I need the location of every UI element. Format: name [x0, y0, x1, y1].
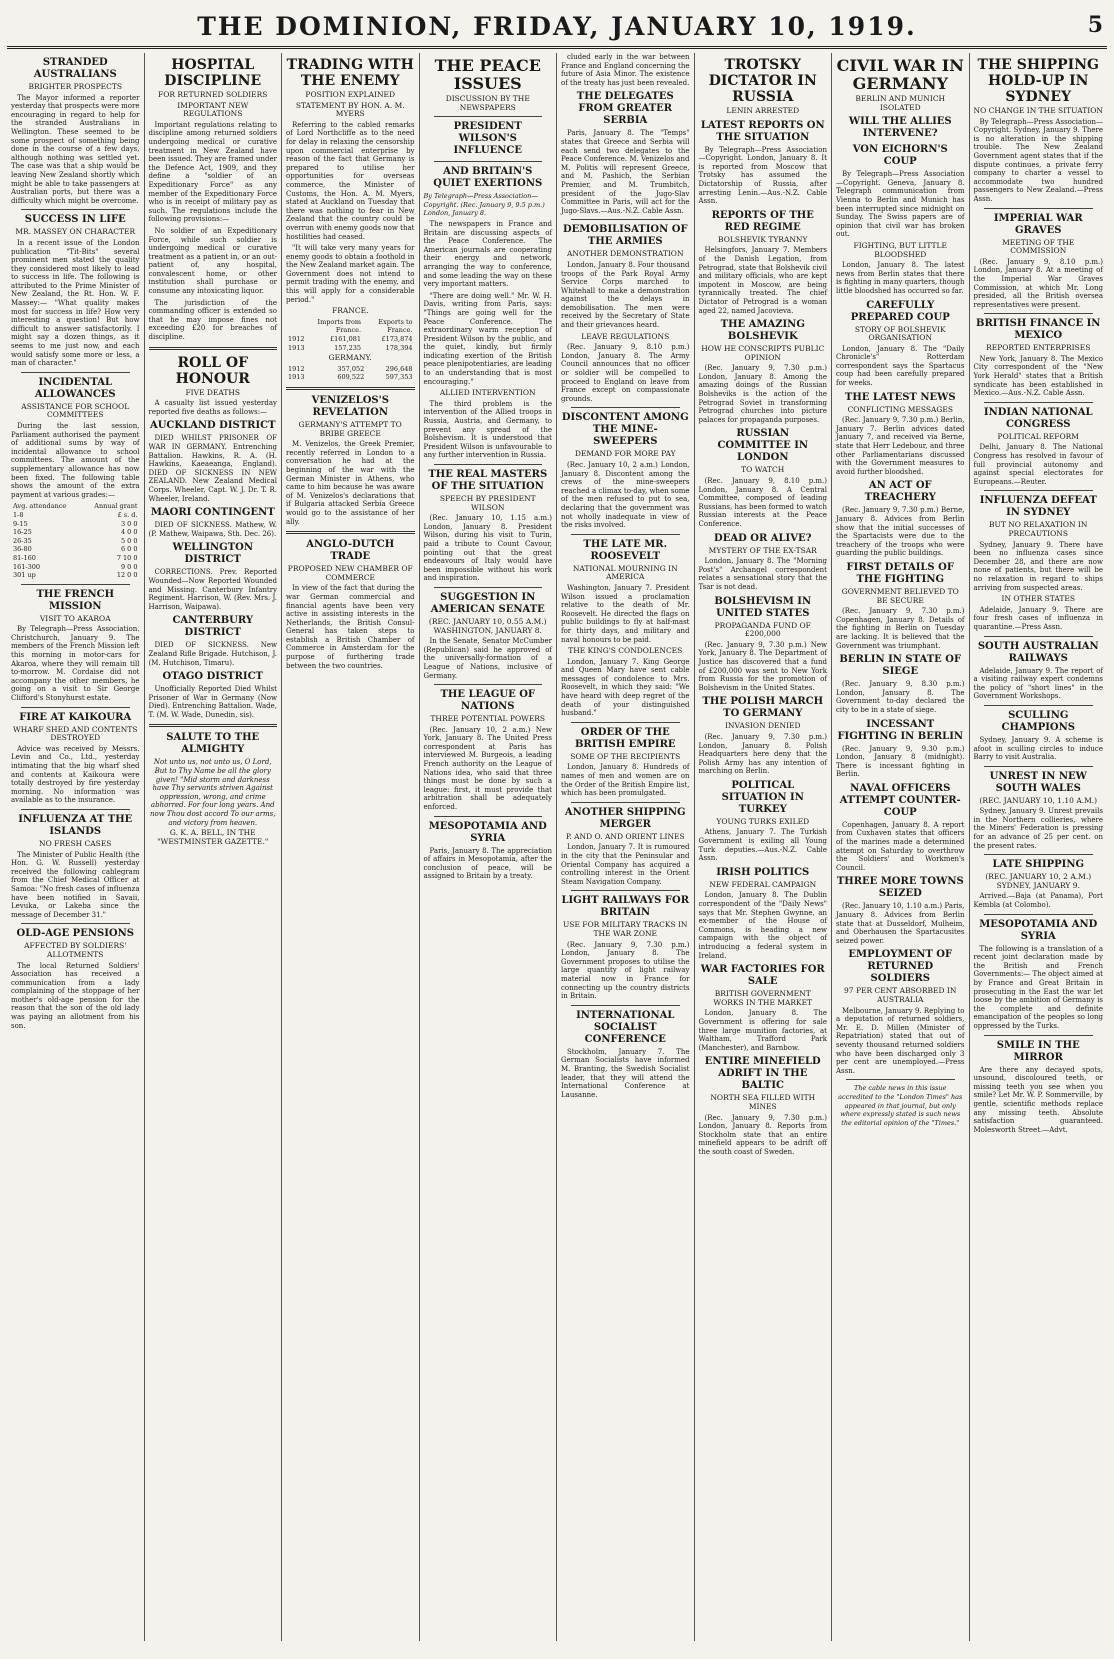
article-text: A casualty list issued yesterday reported five deaths as follows:— — [148, 399, 277, 416]
subhead: ASSISTANCE FOR SCHOOL COMMITTEES — [21, 401, 130, 420]
headline: MESOPOTAMIA AND SYRIA — [979, 918, 1098, 942]
article-text: No soldier of an Expeditionary Force, while such soldier is undergoing medical or curative treatment as a patient in, or an out-patient of, any hospital, convalescent home, or other institution shall purchase or consume any intoxicating liquor. — [148, 226, 277, 296]
section-head: CANTERBURY DISTRICT — [172, 615, 254, 639]
headline: SALUTE TO THE ALMIGHTY — [166, 732, 260, 756]
article-text: During the last session, Parliament authorised the payment of additional sums by way of incidental allowance to school committees. The amount of the supplementary allowance has now been fixed. The following table shows the amount of the extra payment at various grades:— — [11, 422, 140, 499]
subhead: PROPAGANDA FUND OF £200,000 — [714, 620, 811, 639]
table-row — [11, 571, 140, 580]
section-head: FIGHTING, BUT LITTLE BLOODSHED — [853, 240, 947, 259]
article-text: Adelaide, January 9. There are four fresh cases of influenza in quarantine.—Press Assn. — [973, 605, 1103, 631]
table-cell: 357,052 — [337, 364, 365, 373]
headline: EMPLOYMENT OF RETURNED SOLDIERS — [848, 949, 953, 985]
table-cell: 4 0 0 — [120, 528, 138, 537]
columns — [7, 53, 1107, 1641]
table-title: FRANCE. — [332, 306, 369, 316]
headline: TROTSKY DICTATOR IN RUSSIA — [708, 57, 817, 105]
headline: SCULLING CHAMPIONS — [1001, 709, 1075, 733]
headline: LIGHT RAILWAYS FOR BRITAIN — [561, 895, 690, 919]
divider — [21, 809, 130, 810]
column-8 — [970, 53, 1108, 1641]
subhead: SPEECH BY PRESIDENT WILSON — [439, 494, 536, 512]
article-text: Paris, January 8. The "Temps" states that Greece and Serbia will each send two delegates to the Peace Conference. M. Venizelos and M. Politis will represent Greece, and M. Pashich, the Serbian Premier, and M. Trumbitch, president of the Jugo-Slav Committee in Paris, will act for the Jugo-Slavs.—Aus.-N.Z. Cable Assn. — [561, 129, 690, 215]
subhead: NATIONAL MOURNING IN AMERICA — [572, 563, 678, 582]
table-cell: 9-15 — [13, 519, 28, 528]
table-row — [11, 511, 140, 520]
subhead: LENIN ARRESTED — [726, 106, 800, 115]
headline: BRITISH FINANCE IN MEXICO — [976, 318, 1101, 342]
table-row — [11, 502, 140, 511]
headline: CAREFULLY PREPARED COUP — [850, 299, 950, 323]
subhead: DISCUSSION BY THE NEWSPAPERS — [445, 94, 530, 112]
article-text: DIED OF SICKNESS. Mathew, W. (P. Mathew, Waipawa, Sth. Dec. 26). — [148, 521, 277, 538]
article-text: Sydney, January 9. There have been no influenza cases since December 28, and there are now none of patients, but there will be no relaxation in regard to ships arriving from suspected areas. — [973, 540, 1103, 592]
article-text: DIED WHILST PRISONER OF WAR IN GERMANY. Entrenching Battalion. Hawkins, R. A. (H. Hawkins, Kaeaeanga, England). DIED OF SICKNESS IN NEW ZEALAND. New Zealand Medical Corps. Wheeler, Capt. W. J. Dr. T. R. Wheeler, Ireland. — [148, 434, 277, 503]
subhead: ANOTHER DEMONSTRATION — [566, 249, 684, 259]
subhead: MYSTERY OF THE EX-TSAR — [708, 545, 817, 555]
subhead: MEETING OF THE COMMISSION — [1002, 237, 1075, 256]
headline: VON EICHORN'S COUP — [852, 144, 948, 168]
headline: UNREST IN NEW SOUTH WALES — [989, 770, 1087, 794]
subhead: MR. MASSEY ON CHARACTER — [15, 227, 136, 237]
divider — [21, 209, 130, 210]
headline: WILL THE ALLIES INTERVENE? — [848, 116, 952, 140]
subhead: BRIGHTER PROSPECTS — [28, 82, 123, 91]
column-7 — [832, 53, 970, 1641]
headline: AN ACT OF TREACHERY — [864, 480, 936, 504]
article-text: Copenhagen, January 8. A report from Cuxhaven states that officers of the marines made a determined attempt on Saturday to overthrow the Soldiers' and Workmen's Council. — [836, 820, 965, 872]
headline: THE AMAZING BOLSHEVIK — [720, 319, 805, 343]
headline: TRADING WITH THE ENEMY — [286, 57, 414, 89]
divider — [434, 684, 543, 685]
subhead: (REC. JANUARY 10, 1.10 A.M.) — [979, 795, 1098, 805]
article-text: Washington, January 7. President Wilson issued a proclamation relative to the death of Mr. Roosevelt. He directed the flags on public buildings to fly at half-mast for thirty days, and military and naval honours to be paid. — [561, 583, 690, 644]
article-text: (Rec. January 9, 7.30 p.m.) Berlin, January 7. Berlin advices dated January 7, and received via Berne, state that Herr Ledebour, and three other Parliamentarians discussed with the Government measures to avoid further bloodshed. — [836, 416, 965, 476]
article-text: (Rec. January 9, 7.30 p.m.) New York, January 8. The Department of Justice has discovered that a fund of £200,000 was sent to New York from Russia for the promotion of Bolshevism in the United States. — [698, 640, 827, 692]
headline: OLD-AGE PENSIONS — [16, 928, 134, 940]
poem-signature: G. K. A. BELL, IN THE "WESTMINSTER GAZETTE." — [157, 828, 269, 846]
divider — [21, 707, 130, 708]
byline: By Telegraph—Press Association—Copyright. (Rec. January 9, 9.5 p.m.) London, January 8. — [423, 192, 545, 218]
article-text: Important regulations relating to discipline among returned soldiers undergoing medical or curative treatment in New Zealand have been issued. They are framed under the Defence Act, 1909, and they define a "soldier of an Expeditionary Force" as any member of the Expeditionary Force who is in receipt of military pay as such. The regulations include the following provisions:— — [148, 120, 277, 224]
divider — [21, 372, 130, 373]
headline: CIVIL WAR IN GERMANY — [836, 56, 964, 93]
article-text: By Telegraph—Press Association—Copyright. Sydney, January 9. There is no alteration in the shipping trouble. The New Zealand Government agent states that if the dispute continues, a private ferry company to charter a vessel to accommodate two hundred passengers to New Zealand.—Press Assn. — [973, 117, 1103, 203]
table-cell: 16-25 — [13, 528, 32, 537]
subhead: CONFLICTING MESSAGES — [847, 404, 954, 414]
table-header — [286, 318, 307, 335]
headline: INCESSANT FIGHTING IN BERLIN — [837, 718, 964, 742]
column-2 — [145, 53, 283, 1641]
divider — [434, 816, 543, 817]
table-cell: 161-300 — [13, 562, 41, 571]
article-text: Sydney, January 9. Unrest prevails in the Northern collieries, where the Miners' Federation is pressing for an advance of 25 per cent. on the present rates. — [973, 807, 1103, 850]
subhead: NO FRESH CASES — [39, 838, 112, 848]
headline: THE LATEST NEWS — [844, 391, 956, 403]
subhead: AFFECTED BY SOLDIERS' ALLOTMENTS — [24, 941, 127, 959]
headline: THREE MORE TOWNS SEIZED — [836, 876, 964, 900]
headline: VENIZELOS'S REVELATION — [311, 395, 389, 418]
allowance-table — [11, 502, 140, 579]
article-text: The newspapers in France and Britain are discussing aspects of the Peace Conference. The American journals are cooperating their energy and network, arranging the way to conference, and some leading the way on these very important matters. — [423, 219, 552, 289]
article-text: (Rec. January 9, 8.10 p.m.) London, January 8. The Army Council announces that no officer or soldier will be compelled to proceed to England on leave from France except on compassionate grounds. — [561, 343, 690, 403]
subhead: THREE POTENTIAL POWERS — [430, 714, 546, 724]
table-cell: 7 10 0 — [116, 553, 138, 562]
headline: STRANDED AUSTRALIANS — [33, 57, 117, 80]
article-text: Athens, January 7. The Turkish Government is exiling all Young Turk deputies.—Aus.-N.Z. Cable Assn. — [698, 828, 827, 863]
divider — [149, 724, 278, 727]
divider — [21, 923, 130, 924]
headline: LATEST REPORTS ON THE SITUATION — [700, 119, 825, 143]
table-header: Imports from France. — [317, 317, 362, 335]
headline: THE SHIPPING HOLD-UP IN SYDNEY — [977, 57, 1099, 105]
table-cell: 178,394 — [385, 343, 413, 352]
subhead: DEMAND FOR MORE PAY — [574, 449, 676, 459]
article-text: London, January 8. The Government is offering for sale three large munition factories, at Waltham, Trafford Park (Manchester), and Barnbow. — [698, 1009, 827, 1052]
divider — [984, 705, 1094, 706]
divider — [571, 219, 680, 220]
newspaper-page — [7, 6, 1107, 1646]
article-text: London, January 7. It is rumoured in the city that the Peninsular and Oriental Company has acquired a controlling interest in the Orient Steam Navigation Company. — [561, 843, 690, 886]
article-text: Paris, January 8. The appreciation of affairs in Mesopotamia, after the conclusion of peace, will be assigned to Britain by a treaty. — [423, 846, 552, 881]
divider — [984, 490, 1094, 491]
subhead: PROPOSED NEW CHAMBER OF COMMERCE — [287, 564, 413, 582]
article-text: (Rec. January 9, 9.30 p.m.) London, January 8 (midnight). There is incessant fighting in Berlin. — [836, 744, 965, 779]
article-text: Stockholm, January 7. The German Socialists have informed M. Branting, the Swedish Socialist leader, that they will attend the International Conference at Lausanne. — [561, 1047, 690, 1099]
column-5 — [557, 53, 695, 1641]
subhead: (REC. JANUARY 10, 2 A.M.) SYDNEY, JANUARY 9. — [985, 872, 1092, 890]
divider — [286, 531, 415, 534]
table-cell: 1912 — [288, 335, 305, 344]
subhead: REPORTED ENTERPRISES — [986, 343, 1091, 353]
table-title: GERMANY. — [328, 353, 372, 363]
table-header: Exports to France. — [378, 317, 413, 335]
section-head: IN OTHER STATES — [1001, 594, 1075, 604]
column-6 — [695, 53, 833, 1641]
article-text: In view of the fact that during the war German commercial and financial agents have been very active in assisting interests in the Netherlands, the British Consul-General has taken steps to establish a British Chamber of Commerce in Amsterdam for the purpose of furthering trade between the two countries. — [286, 584, 415, 670]
divider — [571, 802, 680, 803]
headline: PRESIDENT WILSON'S INFLUENCE — [453, 121, 522, 157]
masthead — [7, 6, 1107, 49]
divider — [571, 407, 680, 408]
subhead: TO WATCH — [741, 465, 785, 475]
table-cell: 157,235 — [334, 343, 362, 352]
subhead: USE FOR MILITARY TRACKS IN THE WAR ZONE — [562, 920, 688, 938]
subhead: IMPORTANT NEW REGULATIONS — [177, 100, 249, 119]
table-cell: 1913 — [288, 343, 305, 352]
table-cell: £ s. d. — [117, 510, 138, 519]
headline: THE PEACE ISSUES — [434, 56, 541, 93]
table-row — [11, 537, 140, 546]
table-cell: Avg. attendance — [13, 502, 67, 511]
headline: INTERNATIONAL SOCIALIST CONFERENCE — [576, 1009, 675, 1045]
trade-table-france — [286, 318, 415, 352]
headline: BOLSHEVISM IN UNITED STATES — [714, 595, 812, 619]
headline: SOUTH AUSTRALIAN RAILWAYS — [977, 640, 1099, 664]
table-cell: 9 0 0 — [120, 562, 138, 571]
article-text: (Rec. January 10, 2 a.m.) New York, January 8. The United Press correspondent at Paris has interviewed M. Burgeois, a leading French authority on the League of Nations idea, who said that three things must be done by such a league: first, it must provide that arbitration shall be adequately enforced. — [423, 725, 552, 812]
divider — [984, 402, 1094, 403]
headline: INCIDENTAL ALLOWANCES — [34, 376, 116, 400]
table-cell: 3 0 0 — [120, 519, 138, 528]
article-text: (Rec. January 9, 8.10 p.m.) London, January 8. A Central Committee, composed of leading Russians, has been formed to watch Russian interests at the Peace Conference. — [698, 477, 827, 528]
divider — [434, 116, 543, 117]
article-text: M. Venizelos, the Greek Premier, recently referred in London to a conversation he had at the beginning of the war with the German Minister in Athens, who came to him because he was aware of M. Venizelos's declarations that if Bulgaria attacked Serbia Greece would go to the assistance of her ally. — [286, 440, 415, 526]
table-row — [286, 335, 415, 344]
table-cell: 1-8 — [13, 510, 24, 519]
headline: INFLUENZA AT THE ISLANDS — [18, 813, 133, 837]
headline: ENTIRE MINEFIELD ADRIFT IN THE BALTIC — [704, 1056, 821, 1092]
table-cell: Annual grant — [94, 502, 138, 511]
subhead: FOR RETURNED SOLDIERS — [158, 90, 268, 99]
subhead: INVASION DENIED — [724, 721, 801, 731]
subhead: POSITION EXPLAINED — [305, 90, 396, 99]
headline: REPORTS OF THE RED REGIME — [711, 209, 814, 233]
table-cell: 301 up — [13, 571, 36, 580]
subhead: VISIT TO AKAROA — [39, 613, 111, 623]
headline: NAVAL OFFICERS ATTEMPT COUNTER-COUP — [839, 782, 961, 818]
headline: BERLIN IN STATE OF SIEGE — [839, 654, 962, 678]
article-text: Referring to the cabled remarks of Lord Northcliffe as to the need for delay in relaxing the censorship upon commercial enterprise by reason of the fact that Germany is prepared to utilise her opportunities for overseas commerce, the Minister of Customs, the Hon. A. M. Myers, stated at Auckland on Tuesday that there was nothing to fear in New Zealand that the country could be overrun with enemy goods now that hostilities had ceased. — [286, 120, 415, 241]
headline: SUGGESTION IN AMERICAN SENATE — [430, 591, 545, 615]
subhead: BRITISH GOVERNMENT WORKS IN THE MARKET — [713, 989, 813, 1007]
table-row — [11, 520, 140, 529]
article-text: (Rec. January 10, 2 a.m.) London, January 8. Discontent among the crews of the mine-sweepers reached a climax to-day, when some of the men refused to put to sea, declaring that the government was not wholly inadequate in view of the risks involved. — [561, 461, 690, 530]
subhead: BUT NO RELAXATION IN PRECAUTIONS — [989, 520, 1088, 538]
section-head: ALLIED INTERVENTION — [439, 388, 536, 398]
article-text: By Telegraph—Press Association—Copyright. London, January 8. It is reported from Moscow that Trotsky has assumed the Dictatorship of Russia, after arresting Lenin.—Aus.-N.Z. Cable Assn. — [698, 145, 827, 206]
subhead: NORTH SEA FILLED WITH MINES — [710, 1093, 816, 1111]
subhead: HOW HE CONSCRIPTS PUBLIC OPINION — [701, 344, 825, 362]
divider — [984, 313, 1094, 314]
subhead: NO CHANGE IN THE SITUATION — [973, 106, 1103, 115]
article-text: (Rec. January 9, 7.30 p.m.) Copenhagen, January 8. Details of the fighting in Berlin on Tuesday are lacking. It is believed that the Government was triumphant. — [836, 607, 965, 650]
subhead: WHARF SHED AND CONTENTS DESTROYED — [13, 724, 138, 743]
divider — [434, 161, 543, 162]
headline: INFLUENZA DEFEAT IN SYDNEY — [979, 495, 1097, 519]
article-text: London, January 7. King George and Queen Mary have sent cable messages of condolence to Mrs. Roosevelt, in which they said: "We have heard with deep regret of the death of your distinguished husband." — [561, 657, 690, 718]
article-text: London, January 8. The Dublin correspondent of the "Daily News" says that Mr. Stephen Gwynne, an ex-member of the House of Commons, is heading a new campaign with the object of introducing a federal system in Ireland. — [698, 891, 827, 960]
article-text: The Minister of Public Health (the Hon. G. W. Russell) yesterday received the following cablegram from the Chief Medical Officer at Samoa: "No fresh cases of influenza have been notified in Savaii, Levuka, or Lakeba since the message of December 31." — [11, 850, 140, 919]
headline: RUSSIAN COMMITTEE IN LONDON — [717, 428, 809, 464]
divider — [434, 464, 543, 465]
article-text: (Rec. January 9, 8.30 p.m.) London, January 8. The Government to-day declared the city to be in a state of siege. — [836, 680, 965, 714]
subhead: BOLSHEVIK TYRANNY — [718, 234, 808, 244]
article-text: New York, January 8. The Mexico City correspondent of the "New York Herald" states that a British syndicate has been established in Mexico.—Aus.-N.Z. Cable Assn. — [973, 354, 1103, 398]
article-text: Sydney, January 9. A scheme is afoot in sculling circles to induce Barry to visit Australia. — [973, 735, 1103, 762]
article-text: The local Returned Soldiers' Association has received a communication from a lady complaining of the stoppage of her mother's old-age pension for the reason that the son of the old lady was paying an allotment from his son. — [11, 961, 140, 1030]
article-text: Advice was received by Messrs. Levin and Co., Ltd., yesterday intimating that the big wharf shed and contents at Kaikoura were totally destroyed by fire yesterday morning. No information was available as to the insurance. — [11, 744, 140, 805]
table-row — [11, 545, 140, 554]
table-cell: 36-80 — [13, 545, 32, 554]
subhead: BERLIN AND MUNICH ISOLATED — [855, 94, 946, 112]
section-head: MAORI CONTINGENT — [150, 507, 275, 519]
article-text: (Rec. January 10, 1.15 a.m.) London, January 8. President Wilson, during his visit to Turin, paid a tribute to Count Cavour, pointing out that the great endeavours of Italy would have been impossible without his work and inspiration. — [423, 514, 552, 583]
section-head: LEAVE REGULATIONS — [581, 331, 670, 341]
table-cell: 597,353 — [385, 373, 413, 382]
headline: THE POLISH MARCH TO GERMANY — [702, 696, 824, 720]
headline: IMPERIAL WAR GRAVES — [993, 212, 1083, 236]
subhead: SOME OF THE RECIPIENTS — [570, 751, 681, 761]
divider — [846, 1079, 955, 1080]
article-text: (Rec. January 9, 7.30 p.m.) London, January 8. The Government proposes to utilise the large quantity of light railway material now in France for connecting up the country districts in Britain. — [561, 940, 690, 1001]
divider — [571, 722, 680, 723]
article-text: The Mayor informed a reporter yesterday that prospects were more encouraging in regard to help for the stranded Australians in Wellington. These seemed to be some prospect of something being done in the course of a few days, although nothing was settled yet. The case was that a ship would be leaving New Zealand shortly which might be able to take passengers at Australian ports, but there was a difficulty which might be overcome. — [11, 93, 140, 205]
section-head: WELLINGTON DISTRICT — [172, 542, 254, 566]
divider — [984, 914, 1094, 915]
table-cell: 5 0 0 — [120, 536, 138, 545]
headline: HOSPITAL DISCIPLINE — [164, 57, 262, 89]
section-head: OTAGO DISTRICT — [162, 671, 263, 683]
subhead: YOUNG TURKS EXILED — [716, 816, 810, 826]
headline: THE REAL MASTERS OF THE SITUATION — [428, 469, 548, 492]
table-row — [286, 318, 415, 335]
divider — [984, 636, 1094, 637]
headline: THE DELEGATES FROM GREATER SERBIA — [576, 91, 674, 127]
table-cell: 81-160 — [13, 553, 36, 562]
divider — [984, 766, 1094, 767]
article-text: (Rec. January 10, 1.10 a.m.) Paris, January 8. Advices from Berlin state that at Dusseldorf, Mulheim, and Oberhausen the Spartacusites seized power. — [836, 902, 965, 945]
article-text: The jurisdiction of the commanding officer is extended so that he may impose fines not exceeding £20 for breaches of discipline. — [148, 298, 277, 342]
article-text: (Rec. January 9, 7.30 p.m.) Berne, January 8. Advices from Berlin show that the initial successes of the Spartacists were due to the treachery of the troops who were guarding the public buildings. — [836, 506, 965, 558]
article-text: Melbourne, January 9. Replying to a deputation of returned soldiers, Mr. E. D. Millen (Minister of Repatriation) stated that out of seventy thousand returned soldiers who have been discharged only 3 per cent are unemployed.—Press Assn. — [836, 1006, 965, 1075]
subhead: STATEMENT BY HON. A. M. MYERS — [295, 100, 405, 119]
poem-text: Not unto us, not unto us, O Lord, But to Thy Name be all the glory given! "Mid storm and darkness have Thy servants striven Against oppression, wrong, and crime abhorred. For four long years. And now Thou dost accord To our arms, and victory from heaven. — [149, 758, 276, 827]
table-row — [11, 554, 140, 563]
table-cell: £161,081 — [330, 335, 362, 344]
headline: ROLL OF HONOUR — [175, 354, 250, 387]
article-text: Delhi, January 8. The National Congress has resolved in favour of full provincial autonomy and against special electorates for Europeans.—Reuter. — [973, 443, 1103, 486]
article-text: cluded early in the war between France and England concerning the future of Asia Minor. The existence of the treaty has just been revealed. — [561, 53, 690, 87]
headline: LATE SHIPPING — [992, 859, 1085, 871]
headline: FIRE AT KAIKOURA — [19, 711, 132, 723]
article-text: London, January 8. The latest news from Berlin states that there is fighting in many quarters, though little bloodshed has occurred so far. — [836, 261, 965, 295]
headline: SUCCESS IN LIFE — [24, 214, 126, 226]
divider — [984, 208, 1094, 209]
article-text: Helsingfors, January 7. Members of the Danish Legation, from Petrograd, state that Bolshevik civil and military officials, who are kept impotent in Moscow, are being tyrannically treated. The chief Dictator of Petrograd is a woman aged 22, named Jacovieva. — [698, 246, 827, 315]
section-head: THE KING'S CONDOLENCES — [568, 646, 683, 656]
divider — [149, 347, 278, 350]
table-row — [286, 373, 415, 382]
article-text: London, January 8. The "Morning Post's" Archangel correspondent relates a sensational story that the Tsar is not dead. — [698, 557, 827, 591]
article-text: (Rec. January 9, 7.30 p.m.) London, January 8. Among the amazing doings of the Russian Bolsheviks is the action of the Petrograd Soviet in transforming Petrograd churches into picture palaces for propaganda purposes. — [698, 364, 827, 424]
subhead: (REC. JANUARY 10, 0.55 A.M.) WASHINGTON, JANUARY 8. — [428, 616, 547, 635]
column-3 — [282, 53, 420, 1641]
column-4 — [420, 53, 558, 1641]
divider — [286, 387, 415, 390]
article-text: London, January 8. Hundreds of names of men and women are on the Order of the British Empire list, which has been promulgated. — [561, 763, 690, 798]
article-text: The following is a translation of a recent joint declaration made by the British and French Governments:— The object aimed at by France and Great Britain in prosecuting in the East the war let loose by the ambition of Germany is the complete and definite emancipation of the peoples so long oppressed by the Turks. — [973, 944, 1103, 1030]
subhead: NEW FEDERAL CAMPAIGN — [709, 879, 817, 889]
article-text: In a recent issue of the London publication "Tit-Bits" several prominent men stated the quality they considered most likely to lead to success in life. The following is attributed to the Prime Minister of New Zealand, the Rt. Hon. W. F. Massey:— "What quality makes most for success in life? How very interesting a question! But how difficult to answer satisfactorily. I might say a dozen things, as it seems to me just now, and each would satisfy some more or less, a man of character." — [11, 238, 140, 368]
headline: THE LATE MR. ROOSEVELT — [583, 538, 668, 562]
divider — [571, 1005, 680, 1006]
article-text: (Rec. January 9, 7.30 p.m.) London, January 8. Polish Headquarters here deny that the Polish Army has any intention of marching on Berlin. — [698, 732, 827, 776]
article-text: Unofficially Reported Died Whilst Prisoner of War in Germany (Now Died). Entrenching Battalion. Wade, T. (M. W. Wade, Dunedin, sis). — [148, 685, 277, 719]
headline: AND BRITAIN'S QUIET EXERTIONS — [433, 166, 543, 190]
table-cell: 1913 — [288, 373, 305, 382]
masthead-title: THE DOMINION, FRIDAY, JANUARY 10, 1919. — [197, 11, 917, 41]
article-text: (Rec. January 9, 8.10 p.m.) London, January 8. At a meeting of the Imperial War Graves Commission, at which Mr. Long presided, all the British oversea representatives were present. — [973, 257, 1103, 309]
headline: THE LEAGUE OF NATIONS — [440, 689, 536, 713]
subhead: FIVE DEATHS — [185, 387, 241, 397]
table-cell: 609,522 — [337, 373, 365, 382]
article-text: Arrived.—Baja (at Panama), Port Kembla (at Colombo). — [973, 892, 1103, 910]
article-text: London, January 8. Four thousand troops of the Park Royal Army Service Corps marched to Whitehall to make a demonstration against the delays in demobilisation. The men were received by the Secretary of State and their grievances heard. — [561, 260, 690, 330]
table-cell: 12 0 0 — [116, 571, 138, 580]
headline: POLITICAL SITUATION IN TURKEY — [721, 779, 804, 815]
headline: ANGLO-DUTCH TRADE — [306, 539, 395, 563]
headline: MESOPOTAMIA AND SYRIA — [428, 820, 547, 844]
article-text: In the Senate, Senator McCumber (Republican) said he approved of the universally-formation of a League of Nations, inclusive of Germany. — [423, 637, 552, 680]
divider — [571, 534, 680, 535]
table-row — [11, 563, 140, 572]
table-cell: 26-35 — [13, 536, 32, 545]
subhead: P. AND O. AND ORIENT LINES — [565, 831, 685, 841]
divider — [434, 587, 543, 588]
subhead: GOVERNMENT BELIEVED TO BE SECURE — [841, 586, 959, 605]
headline: DISCONTENT AMONG THE MINE-SWEEPERS — [561, 412, 689, 448]
section-head: AUCKLAND DISTRICT — [149, 420, 276, 432]
headline: THE FRENCH MISSION — [36, 588, 115, 612]
subhead: 97 PER CENT ABSORBED IN AUSTRALIA — [844, 986, 957, 1004]
headline: INDIAN NATIONAL CONGRESS — [983, 406, 1093, 430]
headline: IRISH POLITICS — [716, 866, 810, 878]
table-row — [286, 344, 415, 353]
column-1 — [7, 53, 145, 1641]
article-text: CORRECTIONS. Prev. Reported Wounded—Now Reported Wounded and Missing. Canterbury Infantry Regiment. Harrison, W. (Rev. Mrs. J. Harrison, Waipawa). — [148, 568, 277, 611]
table-cell: 1912 — [288, 364, 305, 373]
headline: WAR FACTORIES FOR SALE — [700, 964, 825, 988]
divider — [984, 854, 1094, 855]
table-row — [11, 528, 140, 537]
article-text: London, January 8. The "Daily Chronicle's" Rotterdam correspondent says the Spartacus coup had been carefully prepared for weeks. — [836, 344, 965, 388]
trade-table-germany — [286, 365, 415, 382]
article-text: The third problem is the intervention of the Allied troops in Russia, Austria, and Germany, to prevent any spread of the Bolshevism. It is understood that President Wilson is unfavourable to any further intervention in Russia. — [423, 399, 552, 460]
article-text: "There are doing well." Mr. W. H. Davis, writing from Paris, says: "Things are going well for the Peace Conference. The extraordinary warm reception of President Wilson by the public, and the quiet, kindly, but firmly indicating exertion of the British peace plenipotentiaries, are leading to an understanding that is most encouraging." — [423, 291, 552, 386]
divider — [984, 1035, 1094, 1036]
article-text: (Rec. January 9, 7.30 p.m.) London, January 8. Reports from Stockholm state that an entire minefield appears to be adrift off the south coast of Sweden. — [698, 1113, 827, 1156]
cable-news-notice: The cable news in this issue accredited to the "London Times" has appeared in that journal, but only where expressly stated is such news the editorial opinion of the "Times." — [838, 1084, 963, 1127]
subhead: POLITICAL REFORM — [997, 431, 1079, 441]
headline: DEMOBILISATION OF THE ARMIES — [562, 224, 688, 248]
table-cell: 296,648 — [385, 364, 413, 373]
headline: ANOTHER SHIPPING MERGER — [564, 806, 686, 830]
headline: DEAD OR ALIVE? — [714, 532, 812, 544]
subhead: GERMANY'S ATTEMPT TO BRIBE GREECE — [298, 420, 402, 438]
table-cell: 6 0 0 — [120, 545, 138, 554]
article-text: By Telegraph—Press Association—Copyright. Geneva, January 8. Telegraph communication from Vienna to Berlin and Munich has been interrupted since midnight on Sunday. The Swiss papers are of opinion that civil war has broken out. — [836, 170, 965, 239]
headline: ORDER OF THE BRITISH EMPIRE — [574, 726, 676, 750]
article-text: DIED OF SICKNESS. New Zealand Rifle Brigade. Hutchison, J. (M. Hutchison, Timaru). — [148, 641, 277, 667]
table-cell: £173,874 — [381, 335, 413, 344]
subhead: STORY OF BOLSHEVIK ORGANISATION — [854, 324, 946, 343]
page-number: 5 — [1087, 12, 1103, 38]
table-row — [286, 365, 415, 374]
headline: SMILE IN THE MIRROR — [996, 1039, 1080, 1063]
article-text: Adelaide, January 9. The report of a visiting railway expert condemns the policy of "short lines" in the Government Workshops. — [973, 666, 1103, 701]
divider — [21, 584, 130, 585]
advertisement-text: Are there any decayed spots, unsound, discoloured teeth, or missing teeth you see when you smile? Let Mr. W. P. Sommerville, by gentle, scientific methods replace any missing teeth. Absolute satisfaction guaranteed. Molesworth Street.—Advt. — [973, 1065, 1103, 1134]
article-text: "It will take very many years for enemy goods to obtain a foothold in the New Zealand market again. The Government does not intend to permit trading with the enemy, and this will apply for a considerable period." — [286, 244, 415, 304]
divider — [571, 890, 680, 891]
headline: FIRST DETAILS OF THE FIGHTING — [846, 561, 954, 585]
article-text: By Telegraph—Press Association. Christchurch, January 9. The members of the French Mission left this morning in motor-cars for Akaroa, where they will remain till to-morrow. M. Cordaise did not accompany the other members, he going on a visit to Sir George Clifford's Stonyhurst estate. — [11, 625, 140, 703]
